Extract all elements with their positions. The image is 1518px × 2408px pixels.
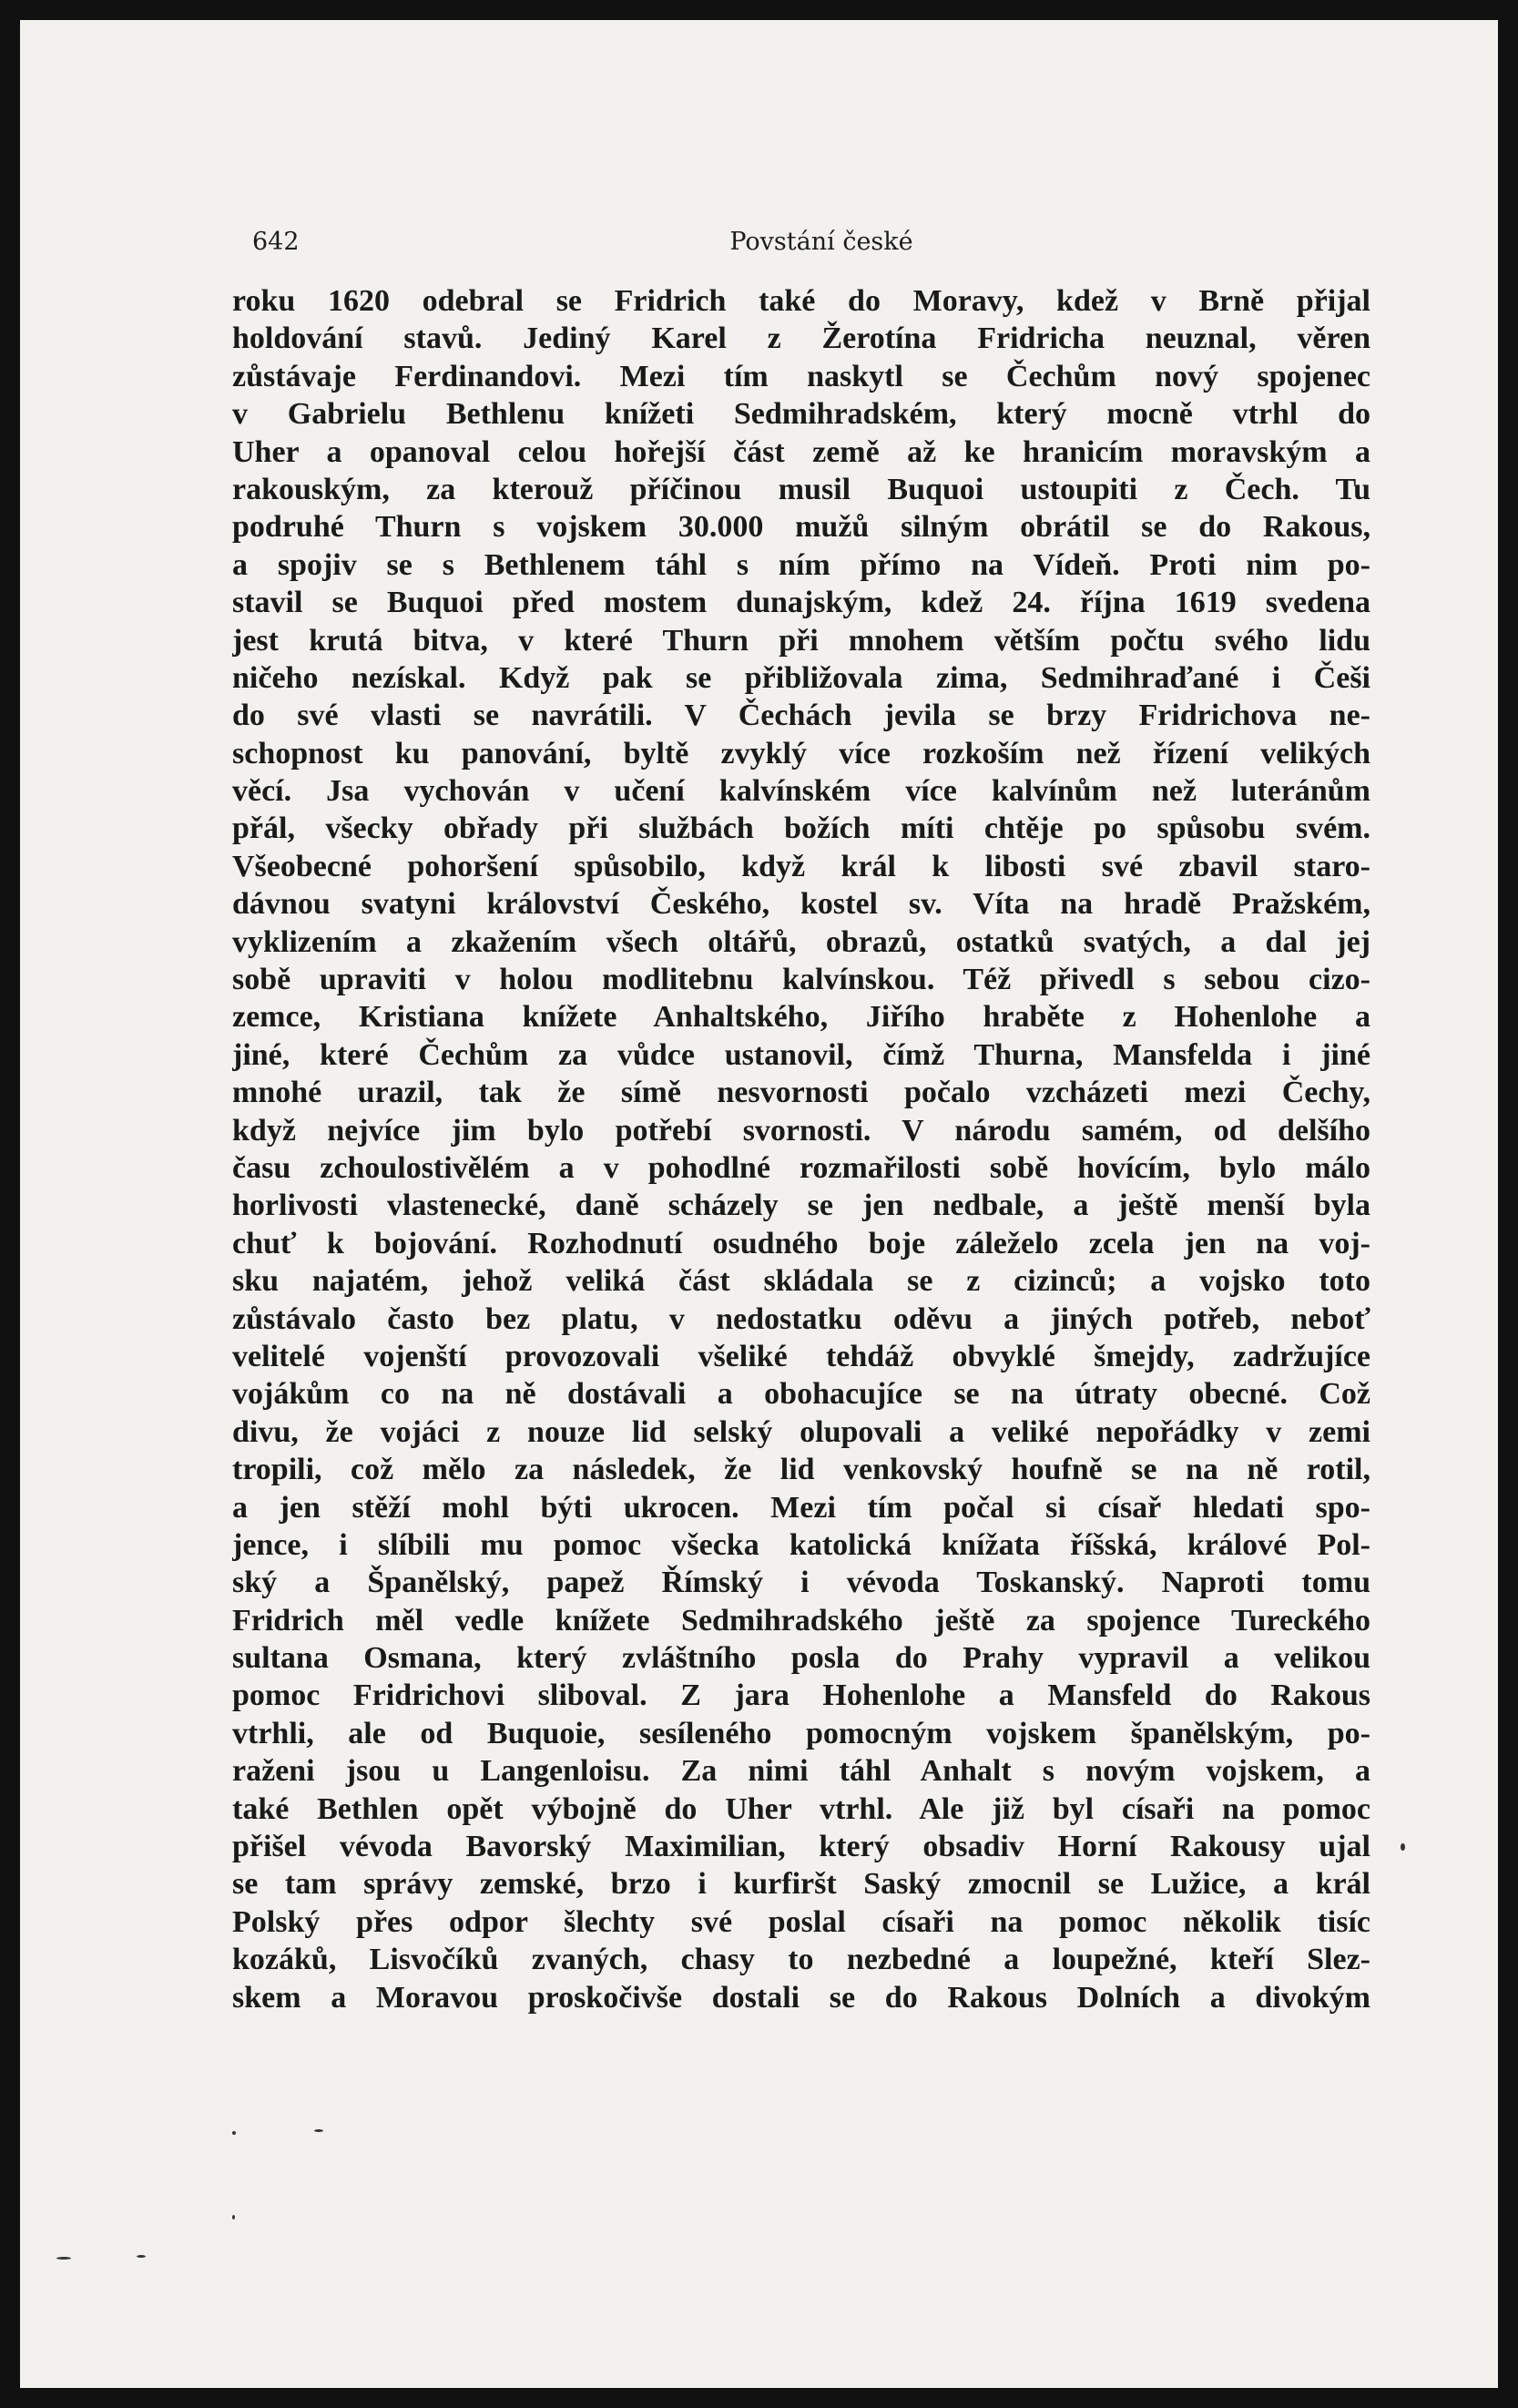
text-line: když nejvíce jim bylo potřebí svornosti. V národu samém, od delšího [232,1113,1370,1148]
text-line: holdování stavů. Jediný Karel z Žerotína Fridricha neuznal, věren [232,321,1370,356]
running-title: Povstání české [729,228,913,256]
text-line: času zchoulostivělém a v pohodlné rozmařilosti sobě hovícím, bylo málo [232,1150,1370,1185]
scan-speck [56,2257,71,2260]
text-line: také Bethlen opět výbojně do Uher vtrhl. Ale již byl císaři na pomoc [232,1791,1370,1826]
text-line: podruhé Thurn s vojskem 30.000 mužů silným obrátil se do Rakous, [232,510,1370,545]
text-line: a spojiv se s Bethlenem táhl s ním přímo na Vídeň. Proti nim po- [232,547,1370,582]
text-line: mnohé urazil, tak že símě nesvornosti počalo vzcházeti mezi Čechy, [232,1076,1370,1110]
text-line: pomoc Fridrichovi sliboval. Z jara Hohenlohe a Mansfeld do Rakous [232,1678,1370,1713]
text-line: Fridrich měl vedle knížete Sedmihradského ještě za spojence Tureckého [232,1603,1370,1638]
text-line: dávnou svatyni království Českého, kostel sv. Víta na hradě Pražském, [232,887,1370,922]
text-line: raženi jsou u Langenloisu. Za nimi táhl Anhalt s novým vojskem, a [232,1754,1370,1789]
text-line: divu, že vojáci z nouze lid selský olupovali a veliké nepořádky v zemi [232,1414,1370,1449]
page-number: 642 [252,228,300,256]
text-line: skem a Moravou proskočivše dostali se do Rakous Dolních a divokým [232,1980,1370,2015]
text-line: horlivosti vlastenecké, daně scházely se jen nedbale, a ještě menší byla [232,1189,1370,1223]
text-line: jence, i slíbili mu pomoc všecka katolická knížata říšská, králové Pol- [232,1527,1370,1562]
text-line: zůstávalo často bez platu, v nedostatku oděvu a jiných potřeb, neboť [232,1301,1370,1336]
text-line: jest krutá bitva, v které Thurn při mnohem větším počtu svého lidu [232,623,1370,658]
page-header [252,228,1391,260]
scan-speck [314,2129,323,2132]
text-line: se tam správy zemské, brzo i kurfiršt Saský zmocnil se Lužice, a král [232,1867,1370,1902]
scan-speck [232,2131,236,2135]
scan-speck [232,2215,235,2219]
text-line: sultana Osmana, který zvláštního posla do Prahy vypravil a velikou [232,1641,1370,1676]
text-line: vojákům co na ně dostávali a obohacujíce se na útraty obecné. Což [232,1377,1370,1412]
text-line: věcí. Jsa vychován v učení kalvínském více kalvínům než luteránům [232,774,1370,809]
text-line: kozáků, Lisvočíků zvaných, chasy to nezbedné a loupežné, kteří Slez- [232,1943,1370,1977]
text-line: tropili, což mělo za následek, že lid venkovský houfně se na ně rotil, [232,1453,1370,1487]
text-line: stavil se Buquoi před mostem dunajským, kdež 24. října 1619 svedena [232,586,1370,620]
text-line: a jen stěží mohl býti ukrocen. Mezi tím počal si císař hledati spo- [232,1490,1370,1525]
text-line: ský a Španělský, papež Římský i vévoda Toskanský. Naproti tomu [232,1566,1370,1600]
text-line: v Gabrielu Bethlenu knížeti Sedmihradském, který mocně vtrhl do [232,397,1370,432]
text-line: ničeho nezískal. Když pak se přibližovala zima, Sedmihraďané i Češi [232,660,1370,695]
text-line: přál, všecky obřady při službách božích míti chtěje po spůsobu svém. [232,811,1370,846]
text-line: rakouským, za kterouž příčinou musil Buquoi ustoupiti z Čech. Tu [232,472,1370,506]
text-line: sobě upraviti v holou modlitebnu kalvínskou. Též přivedl s sebou cizo- [232,963,1370,997]
text-line: Všeobecné pohoršení spůsobilo, když král k libosti své zbavil staro- [232,849,1370,883]
text-line: velitelé vojenští provozovali všeliké tehdáž obvyklé šmejdy, zadržujíce [232,1339,1370,1373]
text-line: jiné, které Čechům za vůdce ustanovil, čímž Thurna, Mansfelda i jiné [232,1037,1370,1072]
text-line: Uher a opanoval celou hořejší část země až ke hranicím moravským a [232,434,1370,469]
text-line: chuť k bojování. Rozhodnutí osudného boje záleželo zcela jen na voj- [232,1226,1370,1260]
text-line: roku 1620 odebral se Fridrich také do Moravy, kdež v Brně přijal [232,284,1370,318]
text-line: Polský přes odpor šlechty své poslal císaři na pomoc několik tisíc [232,1904,1370,1939]
text-line: zemce, Kristiana knížete Anhaltského, Jiřího hraběte z Hohenlohe a [232,1000,1370,1035]
text-line: zůstávaje Ferdinandovi. Mezi tím naskytl se Čechům nový spojenec [232,359,1370,393]
text-line: schopnost ku panování, byltě zvyklý více rozkoším než řízení velikých [232,736,1370,770]
text-line: přišel vévoda Bavorský Maximilian, který obsadiv Horní Rakousy ujal [232,1830,1370,1864]
scan-speck [137,2255,146,2258]
text-line: vyklizením a zkažením všech oltářů, obrazů, ostatků svatých, a dal jej [232,924,1370,959]
scan-speck [1401,1843,1405,1851]
text-line: do své vlasti se navrátili. V Čechách jevila se brzy Fridrichova ne- [232,699,1370,733]
text-line: sku najatém, jehož veliká část skládala se z cizinců; a vojsko toto [232,1264,1370,1299]
text-line: vtrhli, ale od Buquoie, sesíleného pomocným vojskem španělským, po- [232,1716,1370,1750]
body-text [232,282,1370,2016]
